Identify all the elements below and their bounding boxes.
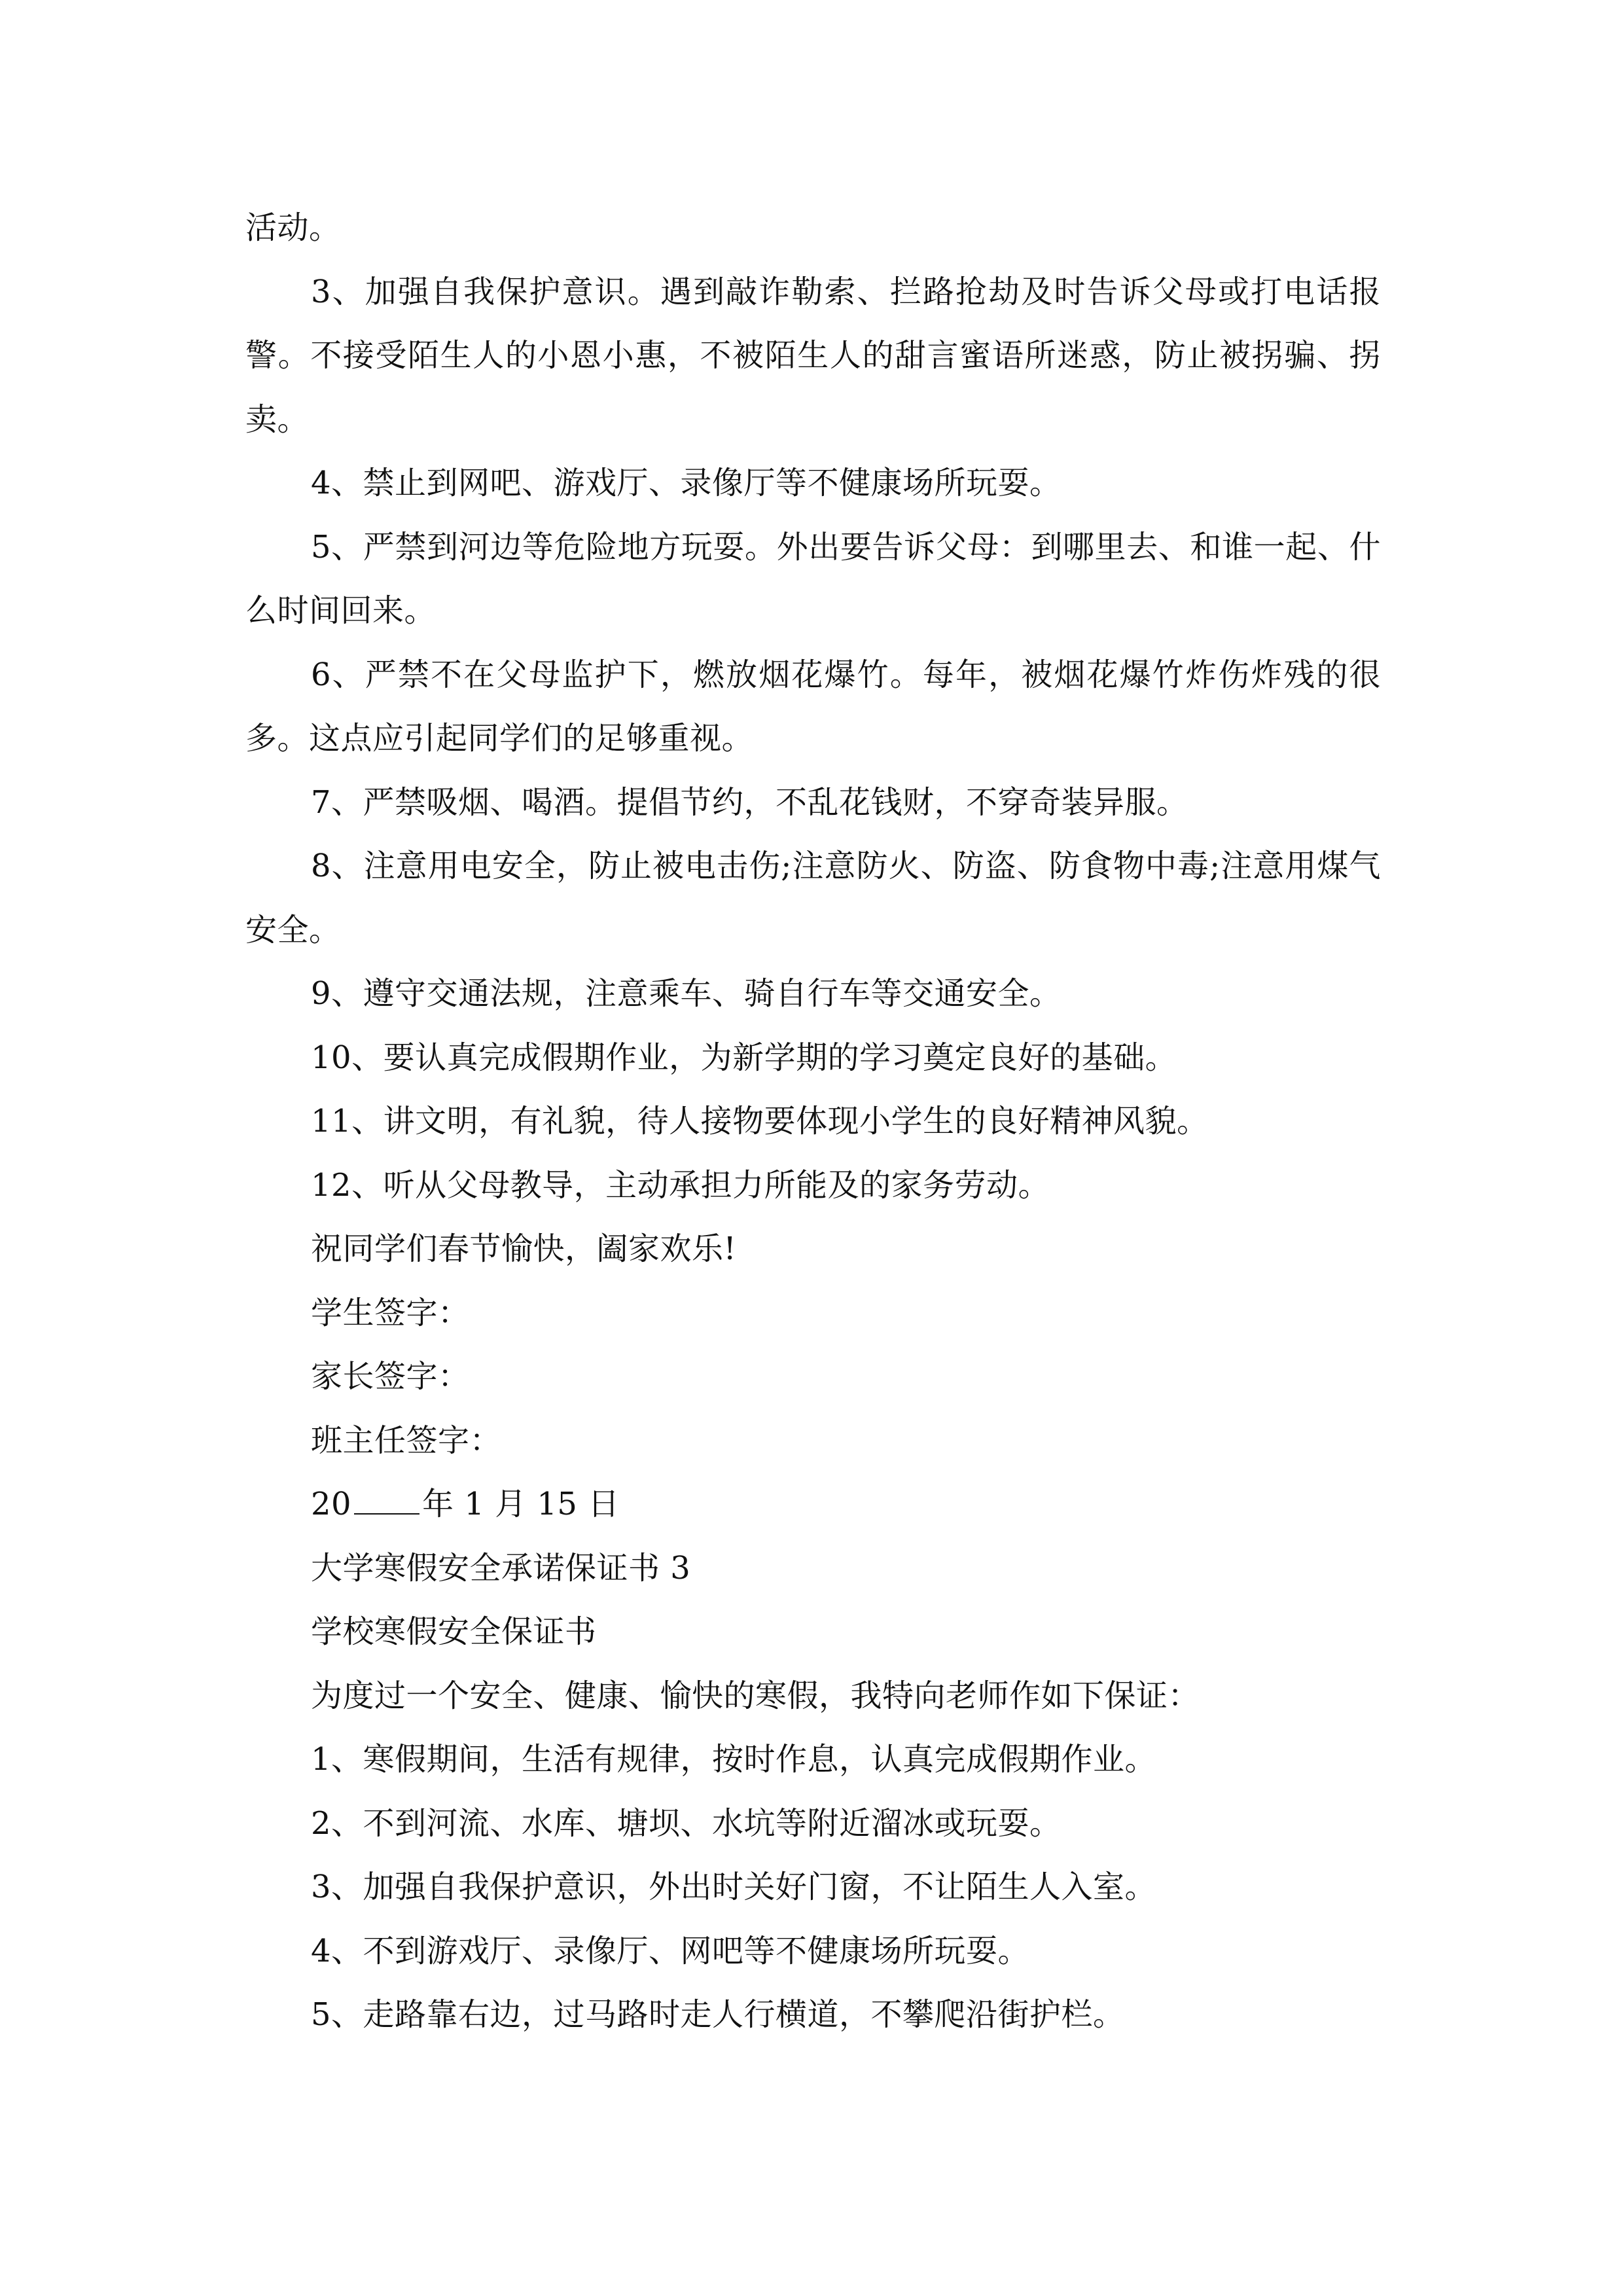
document-subtitle: 学校寒假安全保证书 xyxy=(311,1613,597,1650)
paragraph-greeting: 祝同学们春节愉快，阖家欢乐! xyxy=(311,1230,737,1267)
paragraph-continuation: 活动。 xyxy=(245,209,341,246)
paragraph-item-12: 12、听从父母教导，主动承担力所能及的家务劳动。 xyxy=(311,1166,1050,1204)
parent-signature-label: 家长签字： xyxy=(311,1358,470,1395)
paragraph-item-7: 7、严禁吸烟、喝酒。提倡节约，不乱花钱财，不穿奇装异服。 xyxy=(311,783,1188,821)
pledge-item-1: 1、寒假期间，生活有规律，按时作息，认真完成假期作业。 xyxy=(311,1741,1157,1778)
teacher-signature-label: 班主任签字： xyxy=(311,1422,502,1459)
paragraph-item-5: 5、严禁到河边等危险地方玩耍。外出要告诉父母：到哪里去、和谁一起、什么时间回来。 xyxy=(245,528,1381,629)
document-body xyxy=(245,196,1381,2047)
date-suffix: 年 1 月 15 日 xyxy=(422,1486,620,1522)
date-year-prefix: 20 xyxy=(311,1486,352,1522)
paragraph-item-9: 9、遵守交通法规，注意乘车、骑自行车等交通安全。 xyxy=(311,975,1061,1012)
student-signature-label: 学生签字： xyxy=(311,1294,470,1331)
paragraph-item-4: 4、禁止到网吧、游戏厅、录像厅等不健康场所玩耍。 xyxy=(311,465,1061,501)
paragraph-item-3: 3、加强自我保护意识。遇到敲诈勒索、拦路抢劫及时告诉父母或打电话报警。不接受陌生人的小恩小惠，不被陌生人的甜言蜜语所迷惑，防止被拐骗、拐卖。 xyxy=(245,273,1381,438)
pledge-item-2: 2、不到河流、水库、塘坝、水坑等附近溜冰或玩耍。 xyxy=(311,1804,1061,1842)
paragraph-item-11: 11、讲文明，有礼貌，待人接物要体现小学生的良好精神风貌。 xyxy=(311,1103,1209,1139)
paragraph-item-6: 6、严禁不在父母监护下，燃放烟花爆竹。每年，被烟花爆竹炸伤炸残的很多。这点应引起同学们的足够重视。 xyxy=(245,656,1381,757)
pledge-item-4: 4、不到游戏厅、录像厅、网吧等不健康场所玩耍。 xyxy=(311,1932,1030,1969)
paragraph-item-8: 8、注意用电安全，防止被电击伤;注意防火、防盗、防食物中毒;注意用煤气安全。 xyxy=(245,848,1381,948)
date-blank xyxy=(354,1487,419,1515)
section-title: 大学寒假安全承诺保证书 3 xyxy=(311,1549,691,1587)
pledge-item-3: 3、加强自我保护意识，外出时关好门窗，不让陌生人入室。 xyxy=(311,1869,1157,1905)
pledge-intro: 为度过一个安全、健康、愉快的寒假，我特向老师作如下保证： xyxy=(311,1677,1200,1714)
paragraph-item-10: 10、要认真完成假期作业，为新学期的学习奠定良好的基础。 xyxy=(311,1039,1177,1076)
date-line xyxy=(245,1473,1381,1537)
pledge-item-5: 5、走路靠右边，过马路时走人行横道，不攀爬沿街护栏。 xyxy=(311,1996,1125,2033)
